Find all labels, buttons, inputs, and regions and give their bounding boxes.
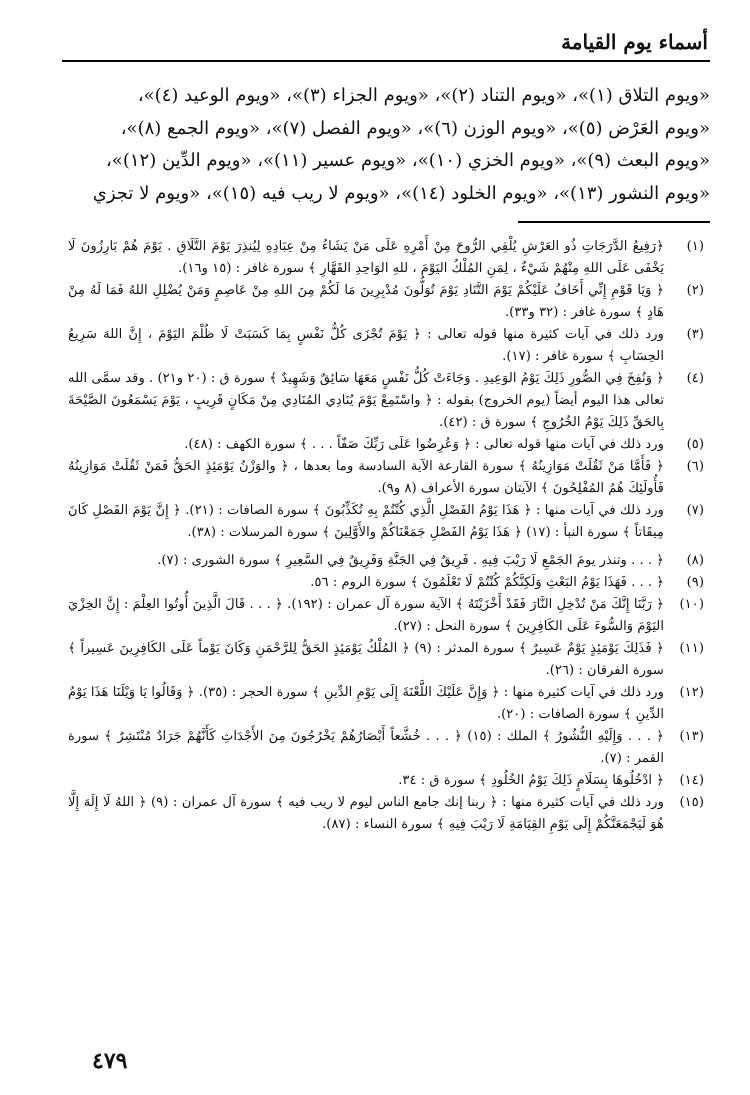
- footnote-number: (٣): [686, 327, 704, 342]
- main-text-line: «ويوم العَرْض (٥)»، «ويوم الوزن (٦)»، «ويوم الفصل (٧)»، «ويوم الجمع (٨)»،: [120, 117, 710, 139]
- footnote: [68, 682, 704, 726]
- footnote-text: ﴿رَفِيعُ الدَّرَجَاتِ ذُو العَرْشِ يُلْقِي الرُّوحَ مِنْ أَمْرِهِ عَلَى مَنْ يَشَاءُ مِنْ عِبَادِهِ لِيُنذِرَ يَوْمَ التَّلَاقِ . يَوْمَ هُمْ بَارِزُونَ لَا يَخْفَى عَلَى اللهِ مِنْهُمْ شَيْءٌ ، لِمَنِ المُلْكُ اليَوْمَ ، للهِ الوَاحِدِ القَهَّارِ ﴾ سورة غافر : (١٥ و١٦).: [68, 239, 664, 276]
- footnote: [68, 726, 704, 770]
- running-header-title: أسماء يوم القيامة: [561, 30, 708, 54]
- footnote: [68, 500, 704, 544]
- footnote-text: ﴿ فَذَلِكَ يَوْمَئِذٍ يَوْمٌ عَسِيرٌ ﴾ سورة المدثر : (٩) ﴿ المُلْكُ يَوْمَئِذٍ الحَقُّ لِلرَّحْمَنِ وَكَانَ يَوْماً عَلَى الكَافِرِينَ عَسِيراً ﴾ سورة الفرقان : (٢٦).: [68, 641, 664, 678]
- footnote: [68, 550, 704, 572]
- footnote-text: ﴿ . . . وَإِلَيْهِ النُّشُورُ ﴾ الملك : (١٥) ﴿ . . . خُشَّعاً أَبْصَارُهُمْ يَخْرُجُونَ مِنَ الأَجْدَاثِ كَأَنَّهُمْ جَرَادٌ مُنْتَشِرٌ ﴾ سورة القمر : (٧).: [68, 729, 664, 766]
- header-rule: [62, 60, 710, 62]
- footnote-number: (٦): [686, 459, 704, 474]
- footnote-number: (٢): [686, 283, 704, 298]
- footnote-number: (١٤): [679, 773, 704, 788]
- footnote-text: ورد ذلك في آيات كثيرة منها قوله تعالى : ﴿ يَوْمَ تُجْزَى كُلُّ نَفْسٍ بِمَا كَسَبَتْ لَا ظُلْمَ اليَوْمَ ، إِنَّ اللهَ سَرِيعُ الحِسَابِ ﴾ سورة غافر : (١٧).: [68, 327, 664, 364]
- footnote: [68, 434, 704, 456]
- footnote-number: (٥): [686, 437, 704, 452]
- footnote-separator: [518, 221, 710, 223]
- footnote: [68, 638, 704, 682]
- footnote: [68, 236, 704, 280]
- footnote: [68, 324, 704, 368]
- footnote-text: ﴿ . . . وتنذر يومَ الجَمْعِ لَا رَيْبَ فِيهِ . فَرِيقٌ فِي الجَنَّةِ وَفَرِيقٌ فِي السَّعِيرِ ﴾ سورة الشورى : (٧).: [157, 553, 664, 568]
- footnote-number: (١٠): [679, 597, 704, 612]
- footnote-text: ﴿ وَنُفِخَ فِي الصُّورِ ذَلِكَ يَوْمُ الوَعِيدِ . وَجَاءَتْ كُلُّ نَفْسٍ مَعَهَا سَائِقٌ وَشَهِيدٌ ﴾ سورة ق : (٢٠ و٢١) . وقد سمَّى الله تعالى هذا اليوم أيضاً (يوم الخروج) بقوله : ﴿ واسْتَمِعْ يَوْمَ يُنَادِي المُنَادِي مِنْ مَكَانٍ قَرِيبٍ ، يَوْمَ يَسْمَعُونَ الصَّيْحَةَ بِالحَقِّ ذَلِكَ يَوْمُ الخُرُوجِ ﴾ سورة ق : (٤٢).: [68, 371, 665, 430]
- footnote-number: (٧): [686, 503, 704, 518]
- footnote-number: (١٥): [679, 795, 704, 810]
- footnote-number: (١١): [679, 641, 704, 656]
- main-text-line: «ويوم البعث (٩)»، «ويوم الخزي (١٠)»، «ويوم عسير (١١)»، «ويوم الدِّين (١٢)»،: [106, 150, 710, 171]
- footnote-number: (٤): [686, 371, 704, 386]
- footnote-text: ﴿ ادْخُلُوهَا بِسَلَامٍ ذَلِكَ يَوْمُ الخُلُودِ ﴾ سورة ق : ٣٤.: [398, 773, 664, 788]
- footnote-text: ورد ذلك في آيات منها : ﴿ هَذَا يَوْمُ الفَصْلِ الَّذِي كُنْتُمْ بِهِ تُكَذِّبُونَ ﴾ سورة الصافات : (٢١). ﴿ إِنَّ يَوْمَ الفَصْلِ كَانَ مِيقَاتاً ﴾ سورة النبأ : (١٧) ﴿ هَذَا يَوْمُ الفَصْلِ جَمَعْنَاكُمْ والأَوَّلِينَ ﴾ سورة المرسلات : (٣٨).: [68, 503, 664, 540]
- footnote-text: ورد ذلك في آيات كثيرة منها : ﴿ ربنا إنك جامع الناس ليوم لا ريب فيه ﴾ سورة آل عمران : (٩) ﴿ اللهُ لَا إِلَهَ إِلَّا هُوَ لَيَجْمَعَنَّكُمْ إِلَى يَوْمِ القِيَامَةِ لَا رَيْبَ فِيهِ ﴾ سورة النساء : (٨٧).: [68, 795, 664, 832]
- footnotes-section: [68, 236, 704, 836]
- main-text-line: «ويوم التلاق (١)»، «ويوم التناد (٢)»، «ويوم الجزاء (٣)»، «ويوم الوعيد (٤)»،: [137, 85, 710, 106]
- footnote: [68, 280, 704, 324]
- footnote-number: (١٣): [679, 729, 704, 744]
- main-text-line: «ويوم النشور (١٣)»، «ويوم الخلود (١٤)»، «ويوم لا ريب فيه (١٥)»، «ويوم لا تجزي: [92, 182, 710, 204]
- footnote-text: ﴿ فَأَمَّا مَنْ ثَقُلَتْ مَوَازِينُهُ ﴾ سورة القارعة الآية السادسة وما بعدها ، ﴿ والوَزْنُ يَوْمَئِذٍ الحَقُّ فَمَنْ ثَقُلَتْ مَوَازِينُهُ فَأُولَئِكَ هُمُ المُفْلِحُونَ ﴾ الآيتان سورة الأعراف (٨ و٩).: [68, 459, 664, 496]
- footnote: [68, 456, 704, 500]
- main-body-text: [62, 80, 710, 210]
- footnote-number: (٨): [686, 553, 704, 568]
- footnote-text: ورد ذلك في آيات منها قوله تعالى : ﴿ وَعُرِضُوا عَلَى رَبِّكَ صَفّاً . . . ﴾ سورة الكهف : (٤٨).: [184, 437, 664, 452]
- footnote: [68, 368, 704, 434]
- footnote-number: (١٢): [679, 685, 704, 700]
- footnote: [68, 792, 704, 836]
- footnote-number: (٩): [686, 575, 704, 590]
- footnote-text: ورد ذلك في آيات كثيرة منها : ﴿ وَإِنَّ عَلَيْكَ اللَّعْنَةَ إِلَى يَوْمِ الدِّينِ ﴾ سورة الحجر : (٣٥). ﴿ وَقَالُوا يَا وَيْلَنَا هَذَا يَوْمُ الدِّينِ ﴾ سورة الصافات : (٢٠).: [68, 685, 664, 722]
- footnote-text: ﴿ وَيَا قَوْمِ إِنِّي أَخَافُ عَلَيْكُمْ يَوْمَ التَّنَادِ يَوْمَ تُوَلُّونَ مُدْبِرِينَ مَا لَكُمْ مِنَ اللهِ مِنْ عَاصِمٍ وَمَنْ يُضْلِلِ اللهُ فَمَا لَهُ مِنْ هَادٍ ﴾ سورة غافر : (٣٢ و٣٣).: [68, 283, 664, 320]
- footnote: [68, 572, 704, 594]
- footnote-text: ﴿ رَبَّنَا إِنَّكَ مَنْ تُدْخِلِ النَّارَ فَقَدْ أَخْزَيْتَهُ ﴾ الآية سورة آل عمران : (١٩٢). ﴿ . . . قَالَ الَّذِينَ أُوتُوا العِلْمَ : إِنَّ الخِزْيَ اليَوْمَ وَالسُّوءَ عَلَى الكَافِرِينَ ﴾ سورة النحل : (٢٧).: [68, 597, 664, 634]
- page-number: ٤٧٩: [92, 1048, 128, 1074]
- footnote-text: ﴿ . . . فَهَذَا يَوْمُ البَعْثِ وَلَكِنَّكُمْ كُنْتُمْ لَا تَعْلَمُونَ ﴾ سورة الروم : ٥٦.: [310, 575, 664, 590]
- footnote: [68, 770, 704, 792]
- footnote: [68, 594, 704, 638]
- footnote-number: (١): [686, 239, 704, 254]
